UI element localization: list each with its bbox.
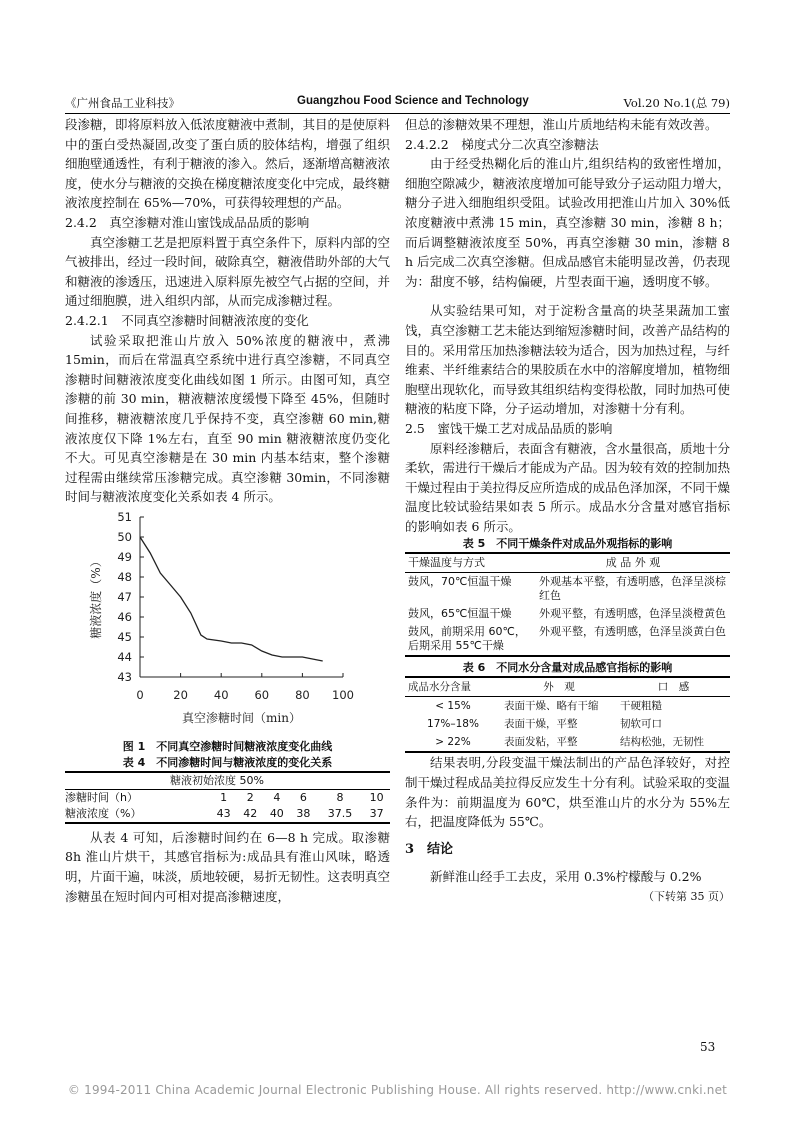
volume-info: Vol.20 No.1(总 79)	[623, 96, 730, 110]
table-row	[405, 697, 730, 716]
table-4	[65, 771, 390, 824]
table-cell: 结构松弛，无韧性	[620, 736, 704, 749]
paragraph: 真空渗糖工艺是把原料置于真空条件下，原料内部的空气被排出，经过一段时间，破除真空，糖液借助外部的大气和糖液的渗透压，迅速进入原料原先被空气占据的空间，并通过细胞膜，进入组织内部，从而完成渗糖过程。	[65, 234, 391, 309]
table-header: 口 感	[657, 681, 690, 694]
table-cell: 43	[216, 806, 231, 820]
section-heading-2-5: 2.5 蜜饯干燥工艺对成品品质的影响	[405, 420, 613, 436]
table-row	[405, 733, 730, 752]
table-cell: 40	[269, 806, 284, 820]
paragraph: 从实验结果可知，对于淀粉含量高的块茎果蔬加工蜜饯，真空渗糖工艺未能达到缩短渗糖时间，改善产品结构的目的。采用常压加热渗糖法较为适合，因为加热过程，与纤维素、半纤维素结合的果胶质在水中的溶解度增加，植物细胞壁出现软化，而导致其组织结构变得松散，同时加热可使糖液的粘度下降，分子运动增加，对渗糖十分有利。	[405, 303, 731, 417]
table-header: 外 观	[543, 681, 575, 694]
paragraph: 试验采取把淮山片放入 50%浓度的糖液中，煮沸 15min，而后在常温真空系统中进行真空渗糖，不同真空渗糖时间糖液浓度变化曲线如图 1 所示。由图可知，真空渗糖的前 30 min，糖液糖浓度缓慢下降至 45%，但随时间推移，糖液糖浓度几乎保持不变，真空渗糖 60 min,糖液浓度仅下降 1%左右，直至 90 min 糖液糖浓度仍变化不大。可见真空渗糖是在 30 min 内基本结束，整个渗糖过程需由继续常压渗糖完成。真空渗糖 30min，不同渗糖时间与糖液浓度变化关系如表 4 所示。	[65, 332, 390, 505]
paragraph: 从表 4 可知，后渗糖时间约在 6—8 h 完成。取渗糖 8h 淮山片烘干，其感官指标为:成品具有淮山风味，略透明，片面干遍，味淡，质地较硬，易折无韧性。这表明真空渗糖虽在短时间内可相对提高渗糖速度，	[65, 829, 391, 904]
x-tick-label: 100	[332, 687, 354, 702]
paragraph: 结果表明,分段变温干燥法制出的产品色泽较好，对控制干燥过程成品美拉得反应发生十分有利。试验采取的变温条件为：前期温度为 60℃，烘至淮山片的水分为 55%左右，把温度降低为 55℃。	[405, 755, 731, 830]
table-cell: 鼓风，前期采用 60℃，后期采用 55℃干燥	[408, 625, 526, 653]
table-cell: 4	[273, 790, 281, 804]
left-column	[65, 115, 390, 906]
table-cell: 渗糖时间（h）	[65, 790, 138, 804]
y-tick-label: 46	[117, 609, 132, 624]
table-header: 干燥温度与方式	[408, 556, 485, 570]
table-6-caption: 表 6 不同水分含量对成品感官指标的影响	[462, 661, 673, 675]
right-column	[405, 115, 730, 907]
figure-1-caption: 图 1 不同真空渗糖时间糖液浓度变化曲线	[122, 739, 333, 753]
y-tick-label: 47	[117, 589, 132, 604]
table-cell: 1	[220, 790, 228, 804]
section-heading-3: 3 结论	[405, 841, 454, 857]
table-cell: 外观平整，有透明感，色泽呈淡黄白色	[539, 625, 726, 639]
y-tick-label: 49	[117, 549, 132, 564]
y-tick-label: 45	[117, 629, 132, 644]
continued-note: （下转第 35 页）	[643, 890, 730, 904]
x-tick-label: 80	[295, 687, 310, 702]
x-tick-label: 20	[173, 687, 188, 702]
figure-1	[65, 507, 390, 737]
table-cell: 糖液浓度（%）	[65, 806, 142, 820]
x-tick-label: 60	[254, 687, 270, 702]
table-header: 成品水分含量	[408, 681, 471, 694]
journal-title-en: Guangzhou Food Science and Technology	[297, 95, 529, 107]
y-tick-label: 44	[117, 649, 132, 664]
table-row	[405, 715, 730, 733]
table-cell: 2	[246, 790, 254, 804]
table-5	[405, 552, 730, 657]
section-heading-2-4-2-2: 2.4.2.2 梯度式分二次真空渗糖法	[405, 136, 599, 152]
table-cell: < 15%	[435, 700, 471, 713]
table-cell: 外观基本平整，有透明感，色泽呈淡棕红色	[539, 575, 726, 603]
table-cell: 37	[369, 806, 384, 820]
table-cell: 17%–18%	[427, 718, 479, 731]
paragraph: 新鲜淮山经手工去皮，采用 0.3%柠檬酸与 0.2%	[430, 869, 702, 885]
paragraph: 由于经受热糊化后的淮山片,组织结构的致密性增加，细胞空隙减少，糖液浓度增加可能导致分子运动阻力增大，糖分子进入细胞组织受阻。试验改用把淮山片加入 30%低浓度糖液中煮沸 15 min，真空渗糖 30 min，渗糖 8 h；而后调整糖液浓度至 50%，再真空渗糖 30 min，渗糖 8 h 后完成二次真空渗糖。但成品感官未能明显改善，仍表现为：甜度不够，结构偏硬，片型表面干遍，透明度不够。	[405, 156, 731, 289]
table-6	[405, 676, 730, 753]
table-cell: 6	[299, 790, 307, 804]
x-tick-label: 40	[213, 687, 229, 702]
table-cell: 表面发粘，平整	[504, 736, 578, 749]
table-cell: 韧软可口	[620, 718, 662, 731]
concentration-chart	[65, 507, 390, 737]
y-tick-label: 48	[117, 569, 132, 584]
table-4-caption: 表 4 不同渗糖时间与糖液浓度的变化关系	[122, 755, 333, 769]
table-4-header: 糖液初始浓度 50%	[170, 773, 264, 787]
table-cell: 37.5	[327, 806, 353, 820]
y-tick-label: 50	[117, 529, 132, 544]
table-cell: 表面干燥、略有干缩	[504, 700, 599, 713]
running-header	[65, 95, 730, 113]
paragraph: 段渗糖，即将原料放入低浓度糖液中煮制，其目的是使原料中的蛋白受热凝固,改变了蛋白质的胶体结构，增强了组织细胞壁通透性，有利于糖液的渗入。然后，逐渐增高糖液浓度，使水分与糖液的交换在梯度糖浓度变化中完成，最终糖液浓度控制在 65%—70%，可获得较理想的产品。	[65, 117, 391, 211]
x-axis-label: 真空渗糖时间（min）	[182, 710, 301, 725]
table-row	[405, 573, 730, 606]
series-line	[140, 537, 323, 661]
table-cell: 表面干燥，平整	[504, 718, 578, 731]
journal-title-cn: 《广州食品工业科技》	[65, 96, 180, 110]
paragraph: 原料经渗糖后，表面含有糖液，含水量很高，质地十分柔软，需进行干燥后才能成为产品。因为较有效的控制加热干燥过程由于美拉得反应所造成的成品色泽加深，不同干燥温度比较试验结果如表 5 所示。成品水分含量对感官指标的影响如表 6 所示。	[405, 440, 731, 534]
table-cell: 10	[369, 790, 384, 804]
x-tick-label: 0	[136, 687, 144, 702]
y-tick-label: 43	[117, 669, 132, 684]
table-cell: 鼓风，70℃恒温干燥	[408, 575, 512, 589]
table-cell: 38	[296, 806, 311, 820]
table-row	[65, 789, 390, 806]
table-cell: 干硬粗糙	[620, 700, 662, 713]
paragraph: 但总的渗糖效果不理想，淮山片质地结构未能有效改善。	[405, 117, 718, 132]
y-tick-label: 51	[117, 509, 132, 524]
table-header: 成 品 外 观	[605, 556, 661, 570]
table-row	[65, 806, 390, 823]
section-heading-2-4-2: 2.4.2 真空渗糖对淮山蜜饯成品品质的影响	[65, 214, 310, 230]
table-cell: 鼓风，65℃恒温干燥	[408, 607, 512, 621]
table-row	[405, 605, 730, 623]
table-cell: > 22%	[435, 736, 471, 749]
table-cell: 42	[243, 806, 258, 820]
table-row	[405, 623, 730, 656]
table-cell: 外观平整，有透明感，色泽呈淡橙黄色	[539, 607, 726, 621]
table-5-caption: 表 5 不同干燥条件对成品外观指标的影响	[462, 537, 673, 551]
y-axis-label: 糖液浓度（%）	[89, 555, 103, 639]
copyright-footer: © 1994-2011 China Academic Journal Electronic Publishing House. All rights reserved. http://www.cnki.net	[67, 1083, 728, 1097]
page-number: 53	[700, 1040, 716, 1054]
header-rule	[65, 113, 730, 114]
table-cell: 8	[336, 790, 344, 804]
section-heading-2-4-2-1: 2.4.2.1 不同真空渗糖时间糖液浓度的变化	[65, 312, 309, 328]
